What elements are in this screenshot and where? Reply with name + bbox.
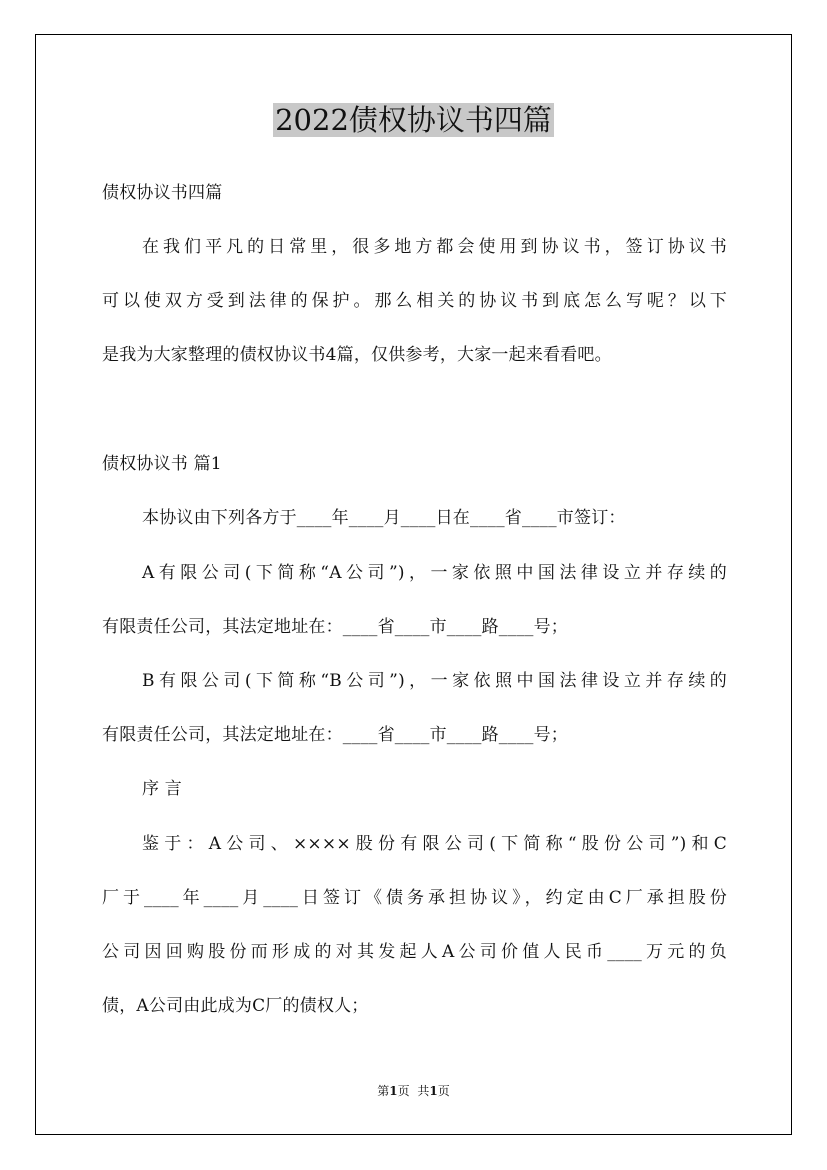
document-title-text: 2022债权协议书四篇 [275, 103, 552, 137]
intro-paragraph-line: 在我们平凡的日常里，很多地方都会使用到协议书，签订协议书 [142, 237, 727, 257]
preface-heading: 序 言 [142, 779, 183, 799]
section-heading: 债权协议书四篇 [102, 183, 223, 203]
footer-total-pages: 1 [429, 1084, 438, 1098]
footer-page-prefix: 第 [377, 1084, 390, 1098]
intro-paragraph-line: 可以使双方受到法律的保护。那么相关的协议书到底怎么写呢？以下 [102, 291, 727, 311]
body-paragraph-line: 有限责任公司，其法定地址在：____省____市____路____号； [102, 617, 568, 637]
body-paragraph-line: 鉴于：A公司、××××股份有限公司(下简称“股份公司”)和C [142, 834, 727, 854]
body-paragraph-line: 本协议由下列各方于____年____月____日在____省____市签订： [142, 508, 626, 528]
body-paragraph-line: 有限责任公司，其法定地址在：____省____市____路____号； [102, 725, 568, 745]
page-footer [0, 1083, 827, 1099]
footer-total-suffix: 页 [437, 1084, 450, 1098]
document-title [0, 100, 827, 140]
body-paragraph-line: 债，A公司由此成为C厂的债权人； [102, 996, 369, 1016]
body-paragraph-line: 公司因回购股份而形成的对其发起人A公司价值人民币____万元的负 [102, 942, 727, 962]
intro-paragraph-line: 是我为大家整理的债权协议书4篇，仅供参考，大家一起来看看吧。 [102, 345, 612, 365]
body-paragraph-line: 厂于____年____月____日签订《债务承担协议》，约定由C厂承担股份 [102, 888, 727, 908]
footer-page-suffix: 页 [397, 1084, 410, 1098]
footer-total-prefix: 共 [417, 1084, 430, 1098]
body-paragraph-line: B有限公司(下简称“B公司”)，一家依照中国法律设立并存续的 [142, 671, 727, 691]
article-heading: 债权协议书 篇1 [102, 454, 222, 474]
body-paragraph-line: A有限公司(下简称“A公司”)，一家依照中国法律设立并存续的 [142, 563, 727, 583]
footer-page-number: 1 [389, 1084, 398, 1098]
